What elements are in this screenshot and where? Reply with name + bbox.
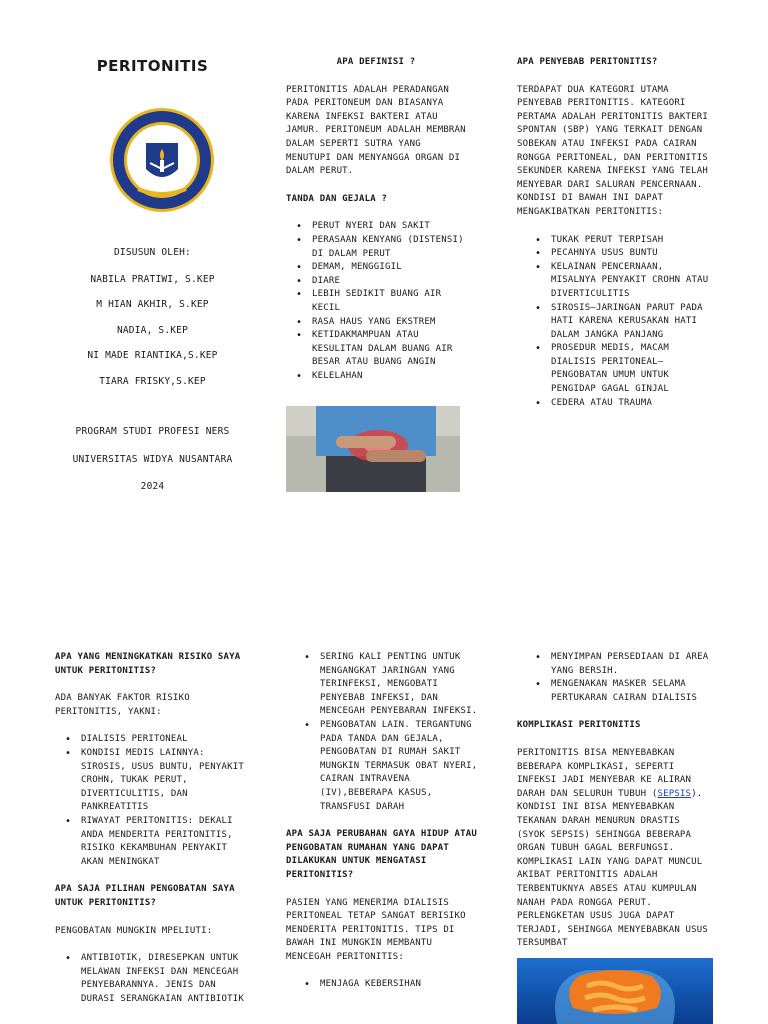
- treatment-list-continued: [286, 651, 482, 814]
- authors-block: [50, 246, 255, 389]
- risk-list: [55, 733, 250, 869]
- author-name: NADIA, S.KEP: [116, 324, 189, 336]
- author-name: NI MADE RIANTIKA,S.KEP: [87, 350, 218, 362]
- author-name: M HIAN AKHIR, S.KEP: [96, 299, 209, 311]
- risk-column: [55, 651, 250, 1006]
- university-seal-icon: [108, 107, 216, 213]
- list-item: • PERASAAN KENYANG (DISTENSI) DI DALAM PERUT: [312, 234, 466, 261]
- complications-heading: KOMPLIKASI PERITONITIS: [517, 720, 641, 731]
- list-item: • LEBIH SEDIKIT BUANG AIR KECIL: [312, 288, 466, 315]
- list-item: • RASA HAUS YANG EKSTREM: [312, 316, 466, 330]
- complications-text: [517, 747, 713, 949]
- symptoms-heading: TANDA DAN GEJALA ?: [286, 193, 388, 204]
- risk-intro: ADA BANYAK FAKTOR RISIKO PERITONITIS, YAKNI:: [55, 693, 190, 717]
- causes-column: [517, 56, 713, 410]
- symptoms-list: [286, 220, 466, 383]
- treatment-continued-column: [286, 651, 482, 992]
- prepared-by-label: DISUSUN OLEH:: [114, 247, 191, 258]
- definition-column: [286, 56, 466, 383]
- definition-text: PERITONITIS ADALAH PERADANGAN PADA PERITONEUM DAN BIASANYA KARENA INFEKSI BAKTERI ATAU JAMUR. PERITONEUM ADALAH MEMBRAN DALAM SEPERTI SUTRA YANG MENUTUPI DAN MENYANGGA ORGAN DI DALAM PERUT.: [286, 84, 466, 177]
- document-title: PERITONITIS: [96, 57, 209, 75]
- list-item: • ANTIBIOTIK, DIRESEPKAN UNTUK MELAWAN INFEKSI DAN MENCEGAH PENYEBARANNYA. JENIS DAN DURASI SERANGKAIAN ANTIBIOTIK: [81, 952, 250, 1006]
- complications-text-before: PERITONITIS BISA MENYEBABKAN BEBERAPA KOMPLIKASI, SEPERTI INFEKSI JADI MENYEBAR KE ALIRAN DARAH DAN SELURUH TUBUH (: [517, 747, 692, 799]
- abdominal-pain-photo: [286, 406, 460, 492]
- list-item: • SIROSIS—JARINGAN PARUT PADA HATI KARENA KERUSAKAN HATI DALAM JANGKA PANJANG: [551, 302, 713, 343]
- list-item: • PECAHNYA USUS BUNTU: [551, 247, 713, 261]
- list-item: • KETIDAKMAMPUAN ATAU KESULITAN DALAM BUANG AIR BESAR ATAU BUANG ANGIN: [312, 329, 466, 370]
- treatment-heading: APA SAJA PILIHAN PENGOBATAN SAYA UNTUK PERITONITIS?: [55, 884, 235, 908]
- list-item: • PROSEDUR MEDIS, MACAM DIALISIS PERITONEAL—PENGOBATAN UMUM UNTUK PENGIDAP GAGAL GINJAL: [551, 342, 713, 396]
- definition-heading: APA DEFINISI ?: [336, 57, 416, 67]
- sepsis-link[interactable]: SEPSIS: [657, 788, 692, 799]
- causes-list: [517, 234, 713, 411]
- complications-text-after: ). KONDISI INI BISA MENYEBABKAN TEKANAN DARAH MENURUN DRASTIS (SYOK SEPSIS) SEHINGGA BEBERAPA ORGAN TUBUH GAGAL BERFUNGSI. KOMPLIKASI LAIN YANG DAPAT MUNCUL AKIBAT PERITONITIS ADALAH TERBENTUKNYA ABSES ATAU KUMPULAN NANAH PADA RONGGA PERUT. PERLENGKETAN USUS JUGA DAPAT TERJADI, SEHINGGA MENYEBABKAN USUS TERSUMBAT: [517, 788, 709, 949]
- list-item: • MENGENAKAN MASKER SELAMA PERTUKARAN CAIRAN DIALISIS: [551, 678, 713, 705]
- list-item: • KELELAHAN: [312, 370, 466, 384]
- lifestyle-list-continued: [517, 651, 713, 705]
- list-item: • CEDERA ATAU TRAUMA: [551, 397, 713, 411]
- university-name: UNIVERSITAS WIDYA NUSANTARA: [72, 453, 233, 465]
- treatment-intro: PENGOBATAN MUNGKIN MPELIUTI:: [55, 925, 213, 936]
- causes-text: TERDAPAT DUA KATEGORI UTAMA PENYEBAB PERITONITIS. KATEGORI PERTAMA ADALAH PERITONITIS BAKTERI SPONTAN (SBP) YANG TERKAIT DENGAN SOBEKAN ATAU INFEKSI PADA CAIRAN RONGGA PERITONEAL, DAN PERITONITIS SEKUNDER KARENA INFEKSI YANG TELAH MENYEBAR DARI SALURAN PENCERNAAN. KONDISI DI BAWAH INI DAPAT MENGAKIBATKAN PERITONITIS:: [517, 84, 709, 217]
- list-item: • PENGOBATAN LAIN. TERGANTUNG PADA TANDA DAN GEJALA, PENGOBATAN DI RUMAH SAKIT MUNGKIN TERMASUK OBAT NYERI, CAIRAN INTRAVENA (IV),BEBERAPA KASUS, TRANSFUSI DARAH: [320, 719, 482, 814]
- list-item: • KONDISI MEDIS LAINNYA: SIROSIS, USUS BUNTU, PENYAKIT CROHN, TUKAK PERUT, DIVERTICULITIS, DAN PANKREATITIS: [81, 747, 250, 815]
- author-name: TIARA FRISKY,S.KEP: [99, 375, 206, 387]
- institution-block: [50, 425, 255, 494]
- lifestyle-heading: APA SAJA PERUBAHAN GAYA HIDUP ATAU PENGOBATAN RUMAHAN YANG DAPAT DILAKUKAN UNTUK MENGATASI PERITONITIS?: [286, 829, 478, 880]
- publication-year: 2024: [140, 481, 165, 493]
- list-item: • DIALISIS PERITONEAL: [81, 733, 250, 747]
- list-item: • MENJAGA KEBERSIHAN: [320, 978, 482, 992]
- list-item: • DIARE: [312, 275, 466, 289]
- list-item: • RIWAYAT PERITONITIS: DEKALI ANDA MENDERITA PERITONITIS, RISIKO KEKAMBUHAN PENYAKIT AKAN MENINGKAT: [81, 815, 250, 869]
- list-item: • MENYIMPAN PERSEDIAAN DI AREA YANG BERSIH.: [551, 651, 713, 678]
- complications-column: [517, 651, 713, 949]
- list-item: • DEMAM, MENGGIGIL: [312, 261, 466, 275]
- lifestyle-text: PASIEN YANG MENERIMA DIALISIS PERITONEAL TETAP SANGAT BERISIKO MENDERITA PERITONITIS. TIPS DI BAWAH INI MUNGKIN MEMBANTU MENCEGAH PERITONITIS:: [286, 897, 466, 962]
- list-item-continued: • SERING KALI PENTING UNTUK MENGANGKAT JARINGAN YANG TERINFEKSI, MENGOBATI PENYEBAB INFEKSI, DAN MENCEGAH PENYEBARAN INFEKSI.: [320, 651, 482, 719]
- causes-heading: APA PENYEBAB PERITONITIS?: [517, 57, 658, 67]
- list-item: • KELAINAN PENCERNAAN, MISALNYA PENYAKIT CROHN ATAU DIVERTICULITIS: [551, 261, 713, 302]
- list-item: • PERUT NYERI DAN SAKIT: [312, 220, 466, 234]
- list-item: • TUKAK PERUT TERPISAH: [551, 234, 713, 248]
- risk-heading: APA YANG MENINGKATKAN RISIKO SAYA UNTUK PERITONITIS?: [55, 652, 241, 676]
- treatment-list: [55, 952, 250, 1006]
- program-name: PROGRAM STUDI PROFESI NERS: [75, 426, 230, 437]
- author-name: NABILA PRATIWI, S.KEP: [90, 273, 215, 285]
- cover-column: [50, 57, 255, 75]
- intestine-illustration: [517, 958, 713, 1024]
- lifestyle-list: [286, 978, 482, 992]
